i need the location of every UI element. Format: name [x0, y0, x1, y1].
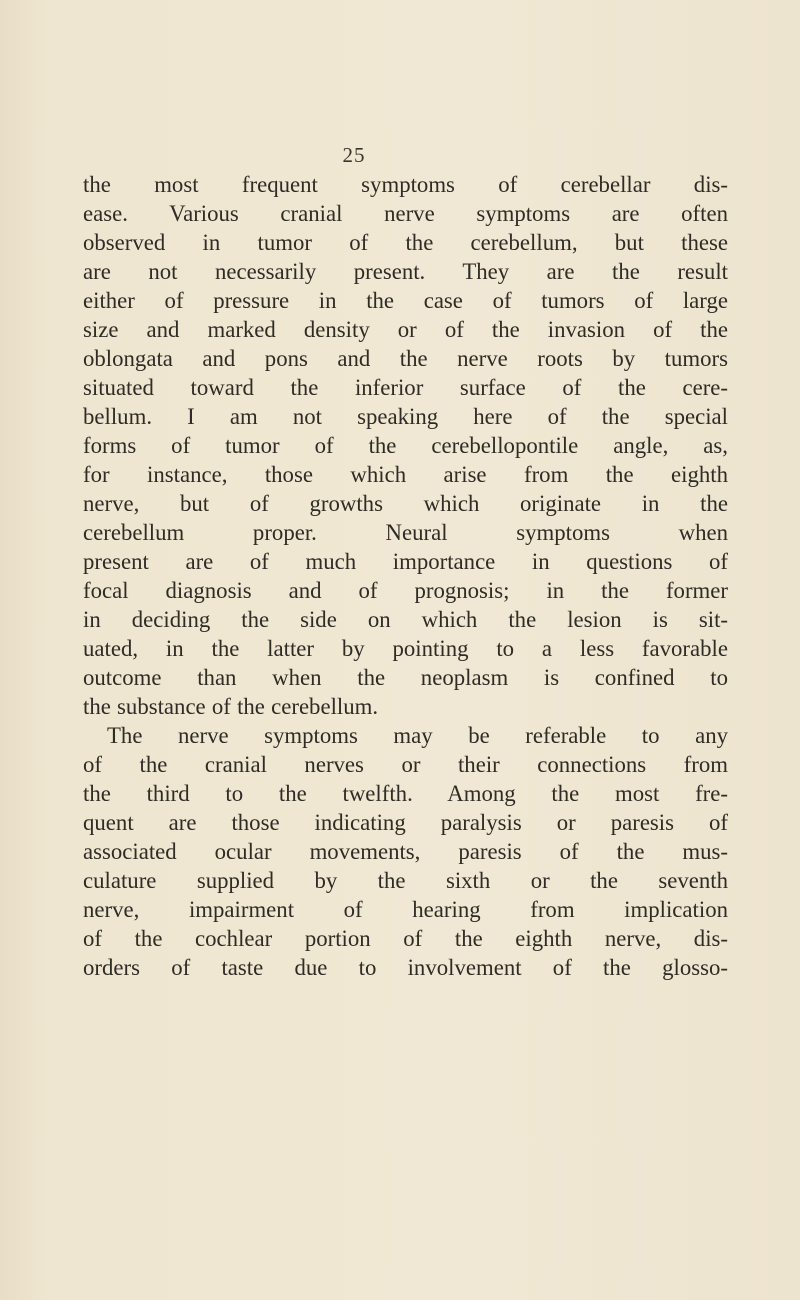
text-line: associated ocular movements, paresis of the mus- [83, 839, 728, 864]
text-line: in deciding the side on which the lesion is sit- [83, 607, 728, 632]
text-line: oblongata and pons and the nerve roots by tumors [83, 346, 728, 371]
text-line: forms of tumor of the cerebellopontile angle, as, [83, 433, 728, 458]
body-text [83, 170, 728, 982]
text-line: of the cranial nerves or their connections from [83, 752, 728, 777]
text-line: cerebellum proper. Neural symptoms when [83, 520, 728, 545]
text-line: bellum. I am not speaking here of the special [83, 404, 728, 429]
text-line: outcome than when the neoplasm is confined to [83, 665, 728, 690]
text-line: are not necessarily present. They are the result [83, 259, 728, 284]
text-line: either of pressure in the case of tumors of large [83, 288, 728, 313]
text-line: uated, in the latter by pointing to a less favorable [83, 636, 728, 661]
text-line: nerve, impairment of hearing from implication [83, 897, 728, 922]
text-line: the most frequent symptoms of cerebellar dis- [83, 172, 728, 197]
text-line: quent are those indicating paralysis or paresis of [83, 810, 728, 835]
text-line: the substance of the cerebellum. [83, 694, 379, 719]
page-number: 25 [342, 143, 366, 167]
text-line: the third to the twelfth. Among the most fre- [83, 781, 728, 806]
text-line: focal diagnosis and of prognosis; in the former [83, 578, 728, 603]
text-line: present are of much importance in questions of [83, 549, 728, 574]
text-line: ease. Various cranial nerve symptoms are often [83, 201, 728, 226]
text-line: observed in tumor of the cerebellum, but these [83, 230, 728, 255]
text-line: nerve, but of growths which originate in the [83, 491, 728, 516]
text-line: situated toward the inferior surface of the cere- [83, 375, 728, 400]
text-line: culature supplied by the sixth or the seventh [83, 868, 728, 893]
text-line: orders of taste due to involvement of the glosso- [83, 955, 728, 980]
text-line: of the cochlear portion of the eighth nerve, dis- [83, 926, 728, 951]
text-line: size and marked density or of the invasion of the [83, 317, 728, 342]
text-line: The nerve symptoms may be referable to any [107, 723, 728, 748]
text-line: for instance, those which arise from the eighth [83, 462, 728, 487]
